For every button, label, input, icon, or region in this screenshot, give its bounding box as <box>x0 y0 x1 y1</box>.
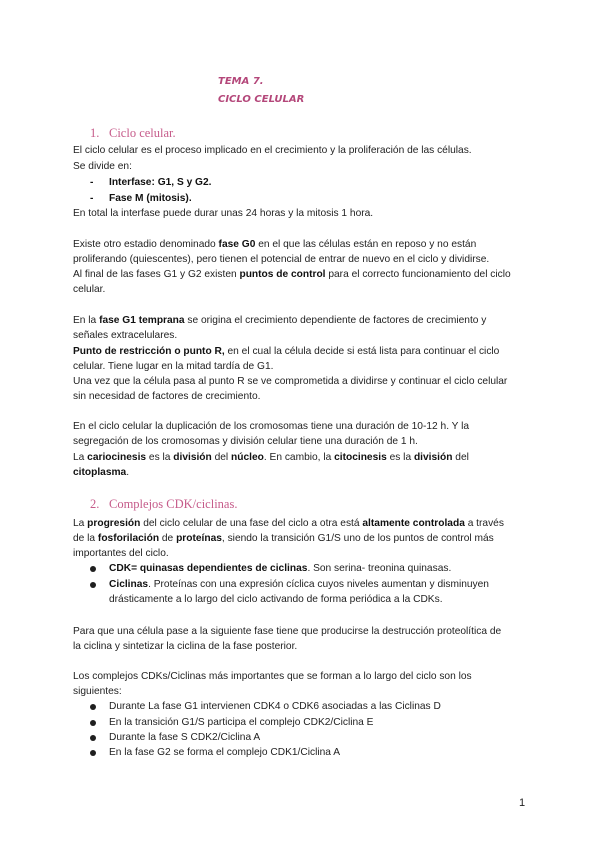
paragraph-line: Se divide en: <box>73 161 132 172</box>
bullet-icon <box>90 720 96 726</box>
list-item <box>90 192 192 206</box>
paragraph-line: La progresión del ciclo celular de una fase del ciclo a otra está altamente controlada a través <box>73 518 504 529</box>
paragraph-line: importantes del ciclo. <box>73 548 169 559</box>
paragraph-line: El ciclo celular es el proceso implicado en el crecimiento y la proliferación de las células. <box>73 145 472 156</box>
paragraph-line: citoplasma. <box>73 467 130 478</box>
page-number: 1 <box>519 797 526 809</box>
paragraph-line: de la fosforilación de proteínas, siendo la transición G1/S uno de los puntos de control más <box>73 533 494 544</box>
paragraph-line: Al final de las fases G1 y G2 existen puntos de control para el correcto funcionamiento del ciclo <box>73 269 511 280</box>
section-2-heading <box>90 497 237 512</box>
paragraph-line: Existe otro estadio denominado fase G0 en el que las células están en reposo y no están <box>73 239 477 250</box>
bullet-icon <box>90 566 96 572</box>
paragraph-line: segregación de los cromosomas y división celular tiene una duración de 1 h. <box>73 436 418 447</box>
bullet-icon <box>90 735 96 741</box>
paragraph-line: La cariocinesis es la división del núcleo. En cambio, la citocinesis es la división del <box>73 452 469 463</box>
paragraph-line: siguientes: <box>73 686 122 697</box>
list-dash: - <box>90 193 94 204</box>
paragraph-line: señales extracelulares. <box>73 330 178 341</box>
bullet-icon <box>90 582 96 588</box>
paragraph-line: celular. Tiene lugar en la mitad tardía de G1. <box>73 361 274 372</box>
list-item-text: Interfase: G1, S y G2. <box>109 177 212 188</box>
title-line-2: CICLO CELULAR <box>218 94 305 105</box>
paragraph-line: En total la interfase puede durar unas 24 horas y la mitosis 1 hora. <box>73 208 374 219</box>
section-2-title: Complejos CDK/ciclinas. <box>109 497 238 511</box>
list-item <box>90 176 212 190</box>
section-1-heading <box>90 126 176 141</box>
paragraph-line: En el ciclo celular la duplicación de los cromosomas tiene una duración de 10-12 h. Y la <box>73 421 470 432</box>
section-1-number: 1. <box>90 126 100 140</box>
title-line-1: TEMA 7. <box>218 76 264 87</box>
paragraph-line: la ciclina y sintetizar la ciclina de la fase posterior. <box>73 641 298 652</box>
paragraph-line: Los complejos CDKs/Ciclinas más importantes que se forman a lo largo del ciclo son los <box>73 671 472 682</box>
document-page: TEMA 7. CICLO CELULAR 1. Ciclo celular. El ciclo celular es el proceso implicado en el crecimiento y la proliferación de las células. Se divide en: - Interfase: G1, S y G2. - Fase M (mitosis). En total la interfase puede durar unas 24 horas y la mitosis 1 hora. Existe otro estadio denominado fase G0 en el que las células están en reposo y no están proliferando (quiescentes), pero tienen el potencial de entrar de nuevo en el ciclo y dividirse. Al final de las fases G1 y G2 existen puntos de control para el correcto funcionamiento del ciclo celular. En la fase G1 temprana se origina el crecimiento dependiente de factores de crecimiento y señales extracelulares. Punto de restricción o punto R, en el cual la célula decide si está lista para continuar el ciclo celular. Tiene lugar en la mitad tardía de G1. Una vez que la célula pasa al punto R se ve comprometida a dividirse y continuar el ciclo celular sin necesidad de factores de crecimiento. En el ciclo celular la duplicación de los cromosomas tiene una duración de 10-12 h. Y la segregación de los cromosomas y división celular tiene una duración de 1 h. La cariocinesis es la división del núcleo. En cambio, la citocinesis es la división del citoplasma. 2. Complejos CDK/ciclinas. La progresión del ciclo celular de una fase del ciclo a otra está altamente controlada a través de la fosforilación de proteínas, siendo la transición G1/S uno de los puntos de control más importantes del ciclo. CDK= quinasas dependientes de ciclinas. Son serina- treonina quinasas. Ciclinas. Proteínas con una expresión cíclica cuyos niveles aumentan y disminuyen drásticamente a lo largo del ciclo activando de forma periódica a la CDKs. Para que una célula pase a la siguiente fase tiene que producirse la destrucción proteolítica de la ciclina y sintetizar la ciclina de la fase posterior. Los complejos CDKs/Ciclinas más importantes que se forman a lo largo del ciclo son los siguientes: Durante La fase G1 intervienen CDK4 o CDK6 asociadas a las Ciclinas D En la transición G1/S participa el complejo CDK2/Ciclina E Durante la fase S CDK2/Ciclina A En la fase G2 se forma el complejo CDK1/Ciclina A 1 <box>0 0 600 848</box>
paragraph-line: Una vez que la célula pasa al punto R se ve comprometida a dividirse y continuar el ciclo celular <box>73 376 508 387</box>
section-2-number: 2. <box>90 497 100 511</box>
paragraph-line: sin necesidad de factores de crecimiento. <box>73 391 261 402</box>
paragraph-line: En la fase G1 temprana se origina el crecimiento dependiente de factores de crecimiento y <box>73 315 487 326</box>
paragraph-line: proliferando (quiescentes), pero tienen el potencial de entrar de nuevo en el ciclo y dividirse. <box>73 254 490 265</box>
section-1-title: Ciclo celular. <box>109 126 176 140</box>
bullet-icon <box>90 704 96 710</box>
bullet-icon <box>90 750 96 756</box>
paragraph-line: Para que una célula pase a la siguiente fase tiene que producirse la destrucción proteolítica de <box>73 626 502 637</box>
list-dash: - <box>90 177 94 188</box>
paragraph-line: celular. <box>73 284 106 295</box>
list-item-text: Fase M (mitosis). <box>109 193 192 204</box>
paragraph-line: Punto de restricción o punto R, en el cual la célula decide si está lista para continuar el ciclo <box>73 346 500 357</box>
